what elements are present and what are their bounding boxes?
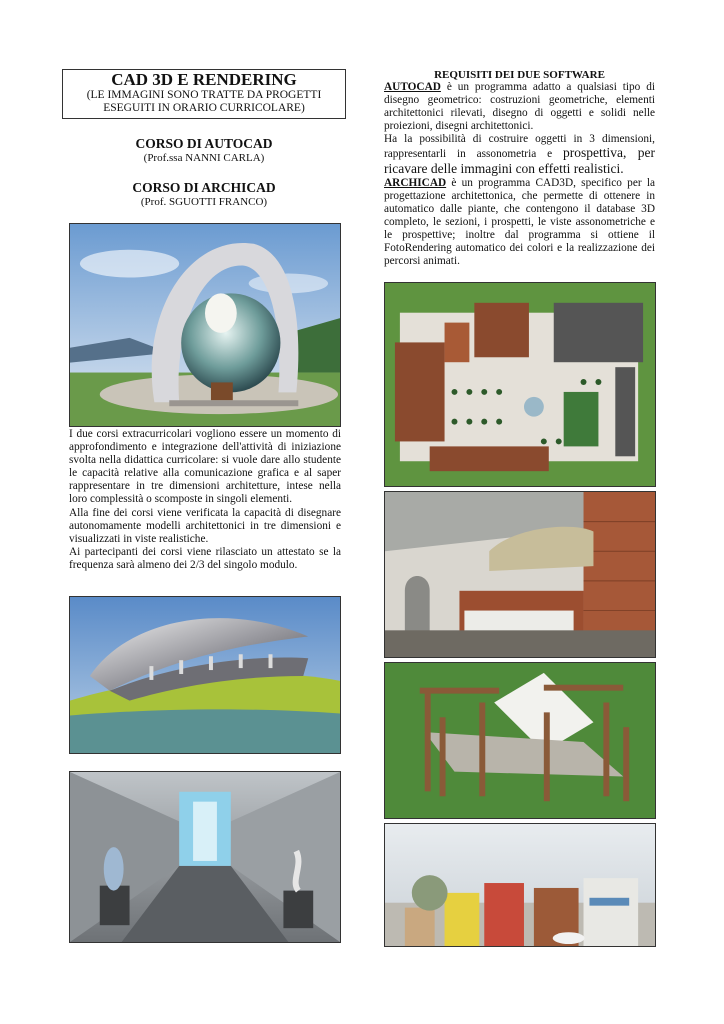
intro-paragraph-3: Ai partecipanti dei corsi viene rilasciato un attestato se la frequenza sarà almeno dei 2/3 del singolo modulo. [69,545,341,571]
requirements-heading: REQUISITI DEI DUE SOFTWARE [434,69,605,81]
course-autocad-teacher: (Prof.ssa NANNI CARLA) [143,152,265,164]
course-autocad [62,136,346,165]
render-shell-sphere-image [69,223,341,427]
render-curved-building-image [69,596,341,754]
render-interior-image [384,491,656,658]
archicad-label: ARCHICAD [384,176,447,189]
title-box [62,69,346,119]
page-title: CAD 3D E RENDERING [111,70,297,89]
page-subtitle-line-1: (LE IMMAGINI SONO TRATTE DA PROGETTI [86,89,322,101]
intro-paragraph-1: I due corsi extracurricolari vogliono essere un momento di approfondimento e integrazione dell'attività di iniziazione svolta nella didattica curricolare: si vuole dare allo studente le capacità relative alla comunicazione grafica e al saper rappresentare in tre dimensioni architetture, intese nella loro complessità o scomposte in singoli elementi. [69,428,341,506]
intro-text [69,428,341,572]
autocad-text-2b: prospettiva, per ricavare delle immagini con effetti realistici. [384,145,655,176]
course-archicad [62,180,346,209]
autocad-label: AUTOCAD [384,81,441,93]
autocad-text: è un programma adatto a qualsiasi tipo di disegno geometrico: costruzioni geometriche, elementi architettonici rilevati, disegno di oggetti e solidi nelle proiezioni, disegni architettonici. [384,81,655,133]
render-pergola-image [384,662,656,819]
render-street-facade-image [384,823,656,947]
intro-paragraph-2: Alla fine dei corsi viene verificata la capacità di disegnare autonomamente modelli architettonici in tre dimensioni e visualizzati in viste realistiche. [69,506,341,545]
requirements-section [384,69,655,268]
autocad-text-2a: Ha la possibilità di costruire oggetti in 3 dimensioni, rappresentarli in assonometria e [384,133,655,161]
course-archicad-teacher: (Prof. SGUOTTI FRANCO) [140,196,268,208]
autocad-description [384,81,655,133]
course-archicad-title: CORSO DI ARCHICAD [132,180,276,195]
render-museum-corridor-image [69,771,341,943]
archicad-description [384,177,655,269]
archicad-text: è un programma CAD3D, specifico per la progettazione architettonica, che permette di ottenere in automatico dalle piante, che contengono il database 3D completo, le sezioni, i prospetti, le viste assonometriche e le prospettive; inoltre dal programma si ottiene il FotoRendering automatico dei colori e la realizzazione dei percorsi animati. [384,176,655,268]
render-site-plan-image [384,282,656,487]
autocad-description-2 [384,133,655,176]
course-autocad-title: CORSO DI AUTOCAD [135,136,273,151]
page-subtitle-line-2: ESEGUITI IN ORARIO CURRICOLARE) [103,102,305,114]
